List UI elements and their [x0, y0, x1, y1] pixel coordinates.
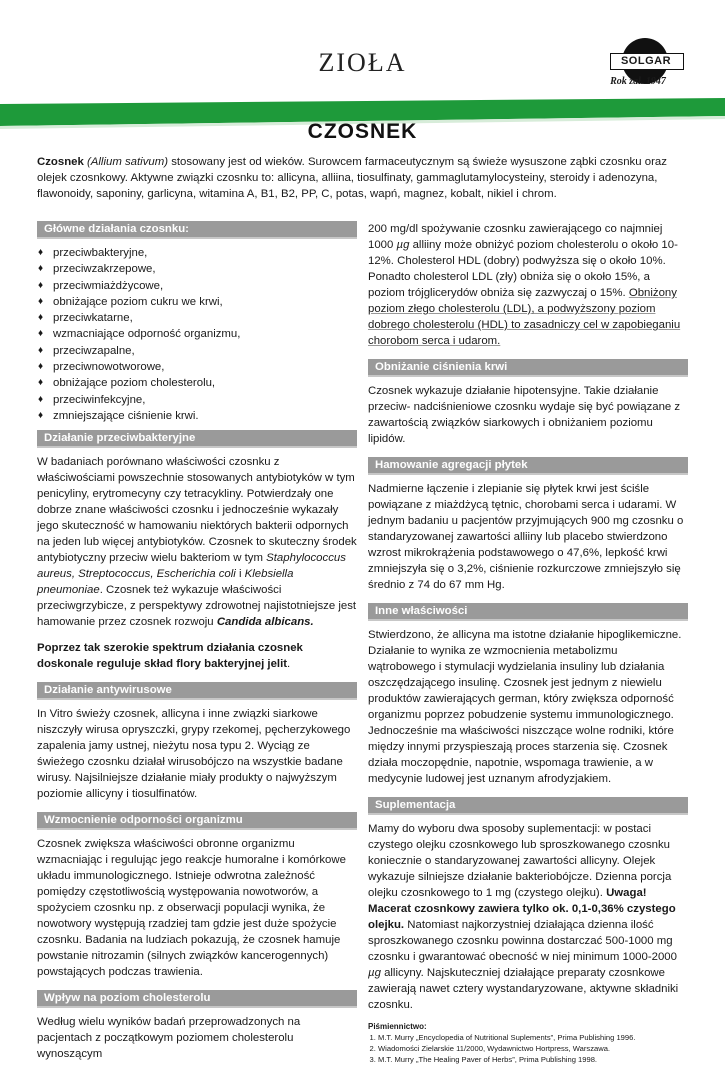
list-item: ♦ obniżające poziom cholesterolu, [37, 375, 357, 391]
text-run-bold-italic: Candida albicans. [216, 616, 314, 629]
section-heading-antibacterial: Działanie przeciwbakteryjne [37, 430, 357, 448]
section-heading-other-properties: Inne właściwości [368, 603, 688, 621]
immunity-paragraph: Czosnek zwiększa właściwości obronne organizmu wzmacniając i regulując jego reakcje humoralne i komórkowe układu immunologicznego. Istnieje odwrotna zależność pomiędzy częstotliwością występowania nowotworów, a spożyciem czosnku np. z obserwacji populacji wynika, że nowotwory występują rzadziej tam gdzie jest duże spożycie czosnku. Badania na ludziach pokazują, że czosnek hamuje powstanie nitrozamin (silnych związków kancerogennych) powstających podczas trawienia. [37, 838, 346, 979]
intro-name: Czosnek [37, 156, 84, 168]
antibacterial-paragraph [37, 454, 357, 630]
logo-brand: SOLGAR [620, 55, 672, 67]
text-run-underlined: Obniżony poziom złego cholesterolu (LDL), a podwyższony poziom dobrego cholesterolu (HDL) to zasadniczy cel w zapobieganiu chorobom serca i udarom. [368, 287, 681, 347]
cholesterol-paragraph: Według wielu wyników badań przeprowadzonych na pacjentach z początkowym poziomem cholesterolu wynoszącym [37, 1016, 301, 1061]
section-heading-antiviral: Działanie antywirusowe [37, 682, 357, 700]
section-heading-supplementation: Suplementacja [368, 797, 688, 815]
reference-item: 3. M.T. Murry „The Healing Paver of Herbs”, Prima Publishing 1998. [378, 1054, 688, 1065]
logo-since: Rok zał. 1947 [610, 76, 666, 87]
supplementation-paragraph [368, 821, 688, 1013]
text-run-italic: Staphylococcus aureus, Streptococcus, Escherichia coli [37, 552, 346, 581]
text-run: . Czosnek też wykazuje właściwości przeciwgrzybicze, z perspektywy zdrowotnej najistotniejsze jest hamowanie przez czosnek rozwoju [37, 584, 357, 629]
text-run-bold: Poprzez tak szerokie spektrum działania czosnek doskonale reguluje skład flory bakteryjnej jelit [37, 642, 303, 671]
text-run: 200 mg/dl spożywanie czosnku zawierającego co najmniej 1000 [368, 223, 663, 251]
antibacterial-highlight [37, 640, 357, 672]
main-actions-list [37, 245, 357, 424]
list-item: ♦ przeciwkatarne, [37, 310, 357, 326]
list-item: ♦ przeciwzapalne, [37, 343, 357, 359]
section-heading-cholesterol: Wpływ na poziom cholesterolu [37, 990, 357, 1008]
text-run: Natomiast najkorzystniej działająca dzienna ilość sproszkowanego czosnku powinna dostarczać 500-1000 mg czosnku i gwarantować obecność w niej minimum 1000-2000 [368, 919, 677, 963]
text-run-bold: Uwaga! Macerat czosnkowy zawiera tylko ok. 0,1-0,36% czystego olejku. [368, 887, 676, 931]
text-run: allicyny. Najskuteczniej działające preparaty czosnkowe zawierają nawet cztery wystandaryzowane, aktywne składniki czosnku. [368, 967, 679, 1011]
intro-latin: (Allium sativum) [87, 156, 169, 168]
references-list [368, 1032, 688, 1065]
main-title: CZOSNEK [307, 120, 418, 143]
right-column [368, 221, 688, 1065]
list-item: ♦ przeciwbakteryjne, [37, 245, 357, 261]
text-run: alliiny może obniżyć poziom cholesterolu o około 10-12%. Cholesterol HDL (dobry) podwyższa się o około 10%. Ponadto cholesterol LDL (zły) obniża się o około 15%, a poziom trójglicerydów obniża się zazwyczaj o 15%. [368, 239, 678, 299]
text-run-italic: µg [396, 239, 410, 251]
section-heading-immunity: Wzmocnienie odporności organizmu [37, 812, 357, 830]
blood-pressure-paragraph: Czosnek wykazuje działanie hipotensyjne. Takie działanie przeciw- nadciśnieniowe czosnku wydaje się być powiązane z zawartością związków siarkowych i obniżaniem poziomu lipidów. [368, 385, 681, 445]
list-item: ♦ przeciwmiażdżycowe, [37, 278, 357, 294]
list-item: ♦ obniżające poziom cukru we krwi, [37, 294, 357, 310]
platelets-paragraph: Nadmierne łączenie i zlepianie się płytek krwi jest ściśle powiązane z miażdżycą tętnic, chorobami serca i udarami. W jednym badaniu u pacjentów przyjmujących 900 mg czosnku o standaryzowanej zawartości alliiny lub placebo stwierdzono wzrost mikrokrążenia podstawowego o 47,6%, lepkość krwi zmniejszyła się o 3,2%, ciśnienie rozkurczowe zmniejszyło się średnio z 74 do 67 mm Hg. [368, 483, 684, 591]
text-run: W badaniach porównano właściwości czosnku z właściwościami powszechnie stosowanych antybiotyków w tym penicyliny, erytromecyny czy tetracykliny. Potwierdzały one dobrze znane właściwości czosnku i jednocześnie wykazały jego skuteczność w hamowaniu niektórych bakterii odpornych na jeden lub więcej antybiotyków. Czosnek to skuteczny środek antybiotyczny przeciw wielu bakteriom w tym [37, 456, 357, 565]
section-heading-main-actions: Główne działania czosnku: [37, 221, 357, 239]
other-properties-paragraph: Stwierdzono, że allicyna ma istotne działanie hipoglikemiczne. Działanie to wynika ze wzmocnienia metabolizmu wątrobowego i stymulacji wydzielania insuliny lub działania oszczędzającego insulinę. Czosnek jest jednym z niewielu produktów zawierających german, który zwiększa odporność organizmu poprzez pobudzenie systemu immunologicznego. Jednocześnie ma właściwości niszczące wolne rodniki, które między innymi przyspieszają proces starzenia się. Czosnek działa moczopędnie, napotnie, wspomaga trawienie, a w medycynie ludowej jest uznanym afrodyzjakiem. [368, 629, 682, 785]
list-item: ♦ przeciwnowotworowe, [37, 359, 357, 375]
list-item: ♦ wzmacniające odporność organizmu, [37, 326, 357, 342]
reference-item: 1. M.T. Murry „Encyclopedia of Nutritional Suplements”, Prima Publishing 1996. [378, 1032, 688, 1043]
intro-paragraph [37, 154, 688, 202]
antiviral-paragraph: In Vitro świeży czosnek, allicyna i inne związki siarkowe niszczyły wirusa opryszczki, grypy rzekomej, pęcherzykowego zapalenia jamy ustnej, nieżytu nosa typu 2. Wyciąg ze świeżego czosnku działał wirusobójczo na wszystkie badane wirusy. Najsilniejsze działanie miały produkty o najwyższym poziomie allicyny i tiosulfinatów. [37, 708, 351, 801]
text-run-italic: Klebsiella pneumoniae [37, 568, 294, 597]
section-heading-blood-pressure: Obniżanie ciśnienia krwi [368, 359, 688, 377]
list-item: ♦ przeciwinfekcyjne, [37, 392, 357, 408]
text-run: . [287, 658, 291, 671]
section-heading-platelets: Hamowanie agregacji płytek [368, 457, 688, 475]
solgar-logo [582, 36, 697, 92]
reference-item: 2. Wiadomości Zielarskie 11/2000, Wydawnictwo Hortpress, Warszawa. [378, 1043, 688, 1054]
text-run-italic: µg [368, 967, 381, 979]
header-title: ZIOŁA [318, 48, 407, 77]
list-item: ♦ przeciwzakrzepowe, [37, 261, 357, 277]
intro-text: stosowany jest od wieków. Surowcem farmaceutycznym są świeże wysuszone ząbki czosnku oraz olejek czosnkowy. Aktywne związki czosnku to: allicyna, alliina, tiosulfinaty, gammaglutamylocysteiny, steroidy i adenozyna, flawonoidy, saponiny, garlicyna, witamina A, B1, B2, PP, C, potas, wapń, magnez, kobalt, nikiel i chrom. [37, 156, 667, 200]
list-item: ♦ zmniejszające ciśnienie krwi. [37, 408, 357, 424]
references [368, 1021, 688, 1065]
left-column [37, 221, 357, 1062]
text-run: i [235, 568, 245, 581]
cholesterol-continued-paragraph [368, 221, 688, 349]
references-title: Piśmiennictwo: [368, 1022, 427, 1031]
text-run: Mamy do wyboru dwa sposoby suplementacji: w postaci czystego olejku czosnkowego lub sproszkowanego czosnku koniecznie o standaryzowanej zawartości allicyny. Olejek wykazuje silniejsze działanie bakteriobójcze. Dzienna porcja olejku czosnkowego to 1 mg (czystego olejku). [368, 823, 672, 899]
